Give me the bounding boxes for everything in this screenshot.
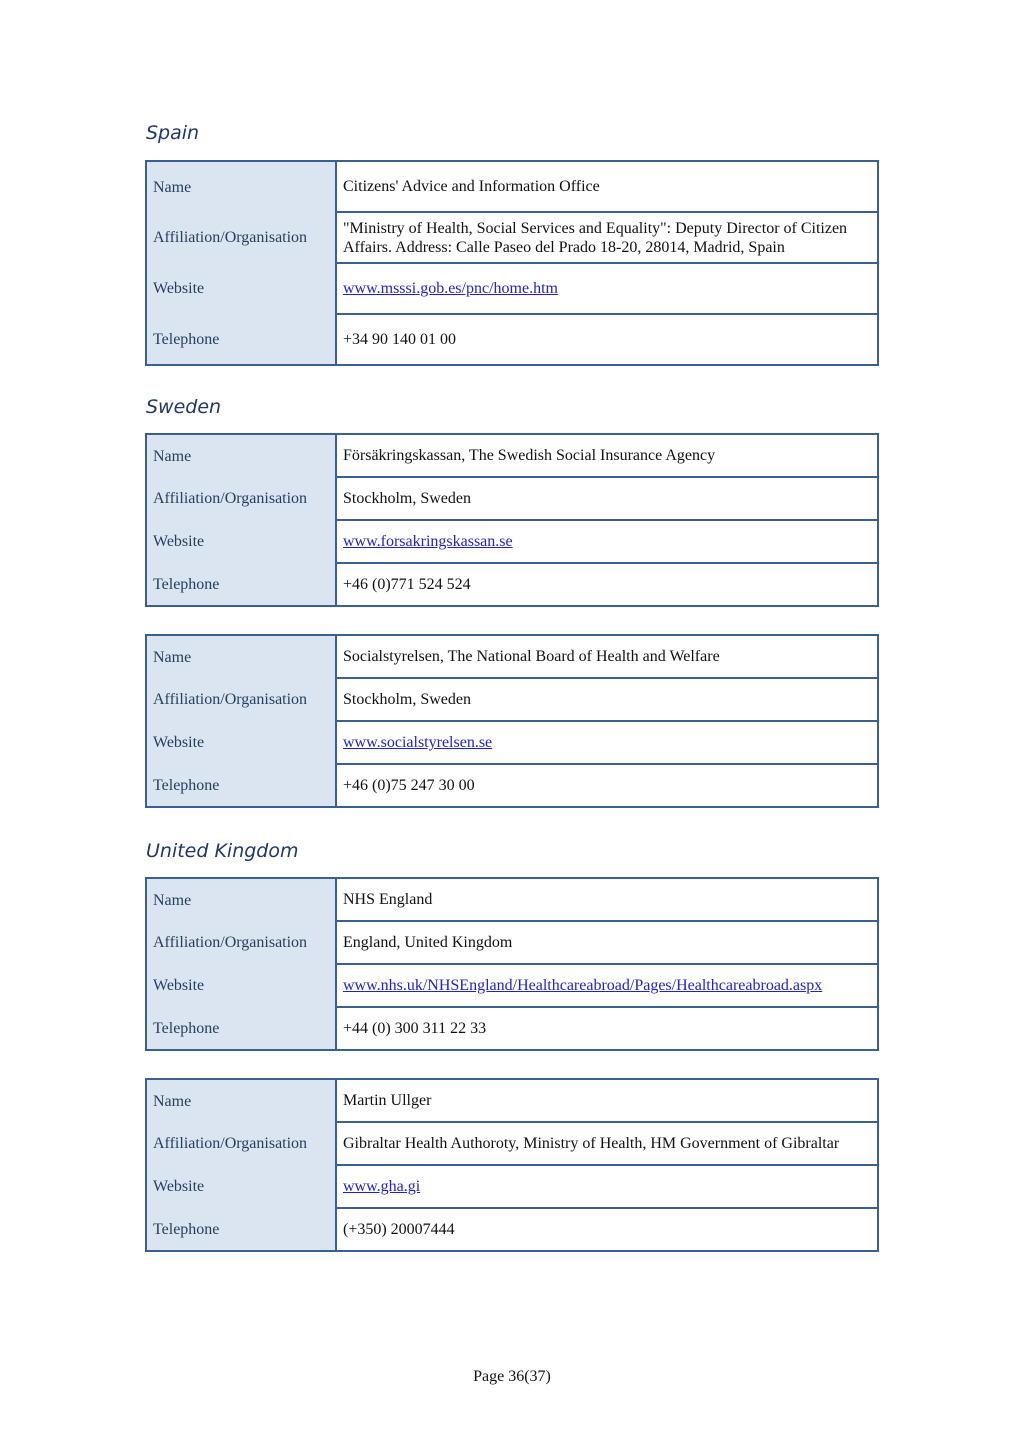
contact-telephone: +46 (0)771 524 524 bbox=[336, 563, 878, 606]
website-link[interactable]: www.msssi.gob.es/pnc/home.htm bbox=[343, 280, 558, 297]
website-cell bbox=[336, 721, 878, 764]
contact-telephone: +46 (0)75 247 30 00 bbox=[336, 764, 878, 807]
contact-affiliation: Gibraltar Health Authoroty, Ministry of Health, HM Government of Gibraltar bbox=[336, 1122, 878, 1165]
row-label-name: Name bbox=[146, 161, 336, 212]
row-label-telephone: Telephone bbox=[146, 1208, 336, 1251]
website-cell bbox=[336, 520, 878, 563]
contact-affiliation: Stockholm, Sweden bbox=[336, 477, 878, 520]
row-label-name: Name bbox=[146, 635, 336, 678]
row-label-affiliation: Affiliation/Organisation bbox=[146, 921, 336, 964]
row-label-telephone: Telephone bbox=[146, 314, 336, 365]
row-label-website: Website bbox=[146, 721, 336, 764]
contact-name: Martin Ullger bbox=[336, 1079, 878, 1122]
website-cell bbox=[336, 263, 878, 314]
section-heading-sweden: Sweden bbox=[146, 396, 222, 418]
contact-telephone: +34 90 140 01 00 bbox=[336, 314, 878, 365]
table-row-website bbox=[146, 721, 878, 764]
row-label-affiliation: Affiliation/Organisation bbox=[146, 477, 336, 520]
contact-telephone: +44 (0) 300 311 22 33 bbox=[336, 1007, 878, 1050]
contact-table-uk-2 bbox=[145, 1078, 879, 1252]
website-link[interactable]: www.forsakringskassan.se bbox=[343, 533, 513, 550]
row-label-telephone: Telephone bbox=[146, 764, 336, 807]
table-row-website bbox=[146, 964, 878, 1007]
table-row-affiliation bbox=[146, 212, 878, 263]
row-label-name: Name bbox=[146, 878, 336, 921]
row-label-affiliation: Affiliation/Organisation bbox=[146, 212, 336, 263]
table-row-affiliation bbox=[146, 678, 878, 721]
table-row-name bbox=[146, 878, 878, 921]
table-row-telephone bbox=[146, 563, 878, 606]
table-row-name bbox=[146, 161, 878, 212]
row-label-website: Website bbox=[146, 520, 336, 563]
contact-name: Socialstyrelsen, The National Board of Health and Welfare bbox=[336, 635, 878, 678]
row-label-telephone: Telephone bbox=[146, 563, 336, 606]
contact-affiliation: Stockholm, Sweden bbox=[336, 678, 878, 721]
page-number: Page 36(37) bbox=[473, 1368, 551, 1385]
table-row-website bbox=[146, 263, 878, 314]
section-heading-spain: Spain bbox=[146, 122, 200, 144]
contact-table-spain bbox=[145, 160, 879, 366]
contact-table-sweden-2 bbox=[145, 634, 879, 808]
row-label-website: Website bbox=[146, 263, 336, 314]
table-row-telephone bbox=[146, 764, 878, 807]
row-label-website: Website bbox=[146, 964, 336, 1007]
contact-name: Citizens' Advice and Information Office bbox=[336, 161, 878, 212]
website-cell bbox=[336, 964, 878, 1007]
table-row-name bbox=[146, 1079, 878, 1122]
contact-affiliation: "Ministry of Health, Social Services and Equality": Deputy Director of Citizen Affairs. Address: Calle Paseo del Prado 18-20, 28014, Madrid, Spain bbox=[336, 212, 878, 263]
contact-name: NHS England bbox=[336, 878, 878, 921]
row-label-name: Name bbox=[146, 1079, 336, 1122]
contact-telephone: (+350) 20007444 bbox=[336, 1208, 878, 1251]
table-row-website bbox=[146, 520, 878, 563]
section-heading-united-kingdom: United Kingdom bbox=[146, 840, 299, 862]
website-link[interactable]: www.socialstyrelsen.se bbox=[343, 734, 493, 751]
contact-table-uk-1 bbox=[145, 877, 879, 1051]
table-row-name bbox=[146, 434, 878, 477]
table-row-telephone bbox=[146, 1007, 878, 1050]
contact-name: Försäkringskassan, The Swedish Social Insurance Agency bbox=[336, 434, 878, 477]
row-label-affiliation: Affiliation/Organisation bbox=[146, 1122, 336, 1165]
table-row-name bbox=[146, 635, 878, 678]
contact-affiliation: England, United Kingdom bbox=[336, 921, 878, 964]
row-label-website: Website bbox=[146, 1165, 336, 1208]
table-row-affiliation bbox=[146, 477, 878, 520]
table-row-website bbox=[146, 1165, 878, 1208]
website-cell bbox=[336, 1165, 878, 1208]
website-link[interactable]: www.gha.gi bbox=[343, 1178, 421, 1195]
table-row-telephone bbox=[146, 314, 878, 365]
row-label-affiliation: Affiliation/Organisation bbox=[146, 678, 336, 721]
table-row-telephone bbox=[146, 1208, 878, 1251]
row-label-telephone: Telephone bbox=[146, 1007, 336, 1050]
table-row-affiliation bbox=[146, 921, 878, 964]
table-row-affiliation bbox=[146, 1122, 878, 1165]
contact-table-sweden-1 bbox=[145, 433, 879, 607]
website-link[interactable]: www.nhs.uk/NHSEngland/Healthcareabroad/Pages/Healthcareabroad.aspx bbox=[343, 977, 823, 994]
row-label-name: Name bbox=[146, 434, 336, 477]
